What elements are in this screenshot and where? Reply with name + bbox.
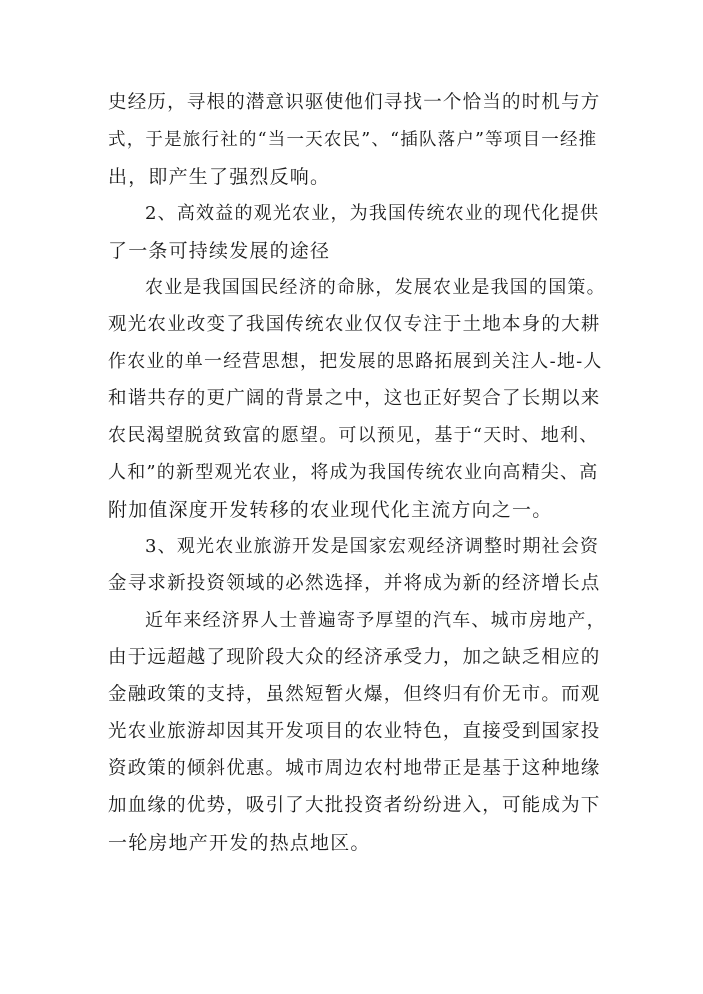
text-line: 资政策的倾斜优惠。城市周边农村地带正是基于这种地缘 [108, 758, 601, 779]
text-line: 金融政策的支持，虽然短暂火爆，但终归有价无市。而观 [108, 684, 601, 705]
text-line: 观光农业改变了我国传统农业仅仅专注于土地本身的大耕 [108, 314, 601, 335]
text-line: 出，即产生了强烈反响。 [108, 166, 331, 188]
text-line: 史经历，寻根的潜意识驱使他们寻找一个恰当的时机与方 [108, 92, 601, 113]
text-line: 一轮房地产开发的热点地区。 [108, 832, 371, 854]
text-line: 农民渴望脱贫致富的愿望。可以预见，基于“天时、地利、 [108, 425, 599, 446]
section-heading-3-cont: 金寻求新投资领域的必然选择，并将成为新的经济增长点 [108, 573, 601, 594]
text-line: 作农业的单一经营思想，把发展的思路拓展到关注人-地-人 [108, 351, 603, 372]
section-heading-2-cont: 了一条可持续发展的途径 [108, 240, 331, 262]
text-line: 农业是我国国民经济的命脉，发展农业是我国的国策。 [145, 277, 606, 298]
section-heading-2: 2、高效益的观光农业，为我国传统农业的现代化提供 [145, 203, 600, 224]
text-line: 人和”的新型观光农业，将成为我国传统农业向高精尖、高 [108, 462, 599, 483]
section-heading-3: 3、观光农业旅游开发是国家宏观经济调整时期社会资 [145, 536, 600, 557]
text-line: 加血缘的优势，吸引了大批投资者纷纷进入，可能成为下 [108, 795, 601, 816]
text-line: 由于远超越了现阶段大众的经济承受力，加之缺乏相应的 [108, 647, 601, 668]
text-line: 式，于是旅行社的“当一天农民”、“插队落户”等项目一经推 [108, 130, 598, 150]
text-line: 光农业旅游却因其开发项目的农业特色，直接受到国家投 [108, 721, 601, 742]
text-line: 近年来经济界人士普遍寄予厚望的汽车、城市房地产， [145, 610, 606, 631]
text-line: 和谐共存的更广阔的背景之中，这也正好契合了长期以来 [108, 388, 601, 409]
text-line: 附加值深度开发转移的农业现代化主流方向之一。 [108, 499, 553, 521]
